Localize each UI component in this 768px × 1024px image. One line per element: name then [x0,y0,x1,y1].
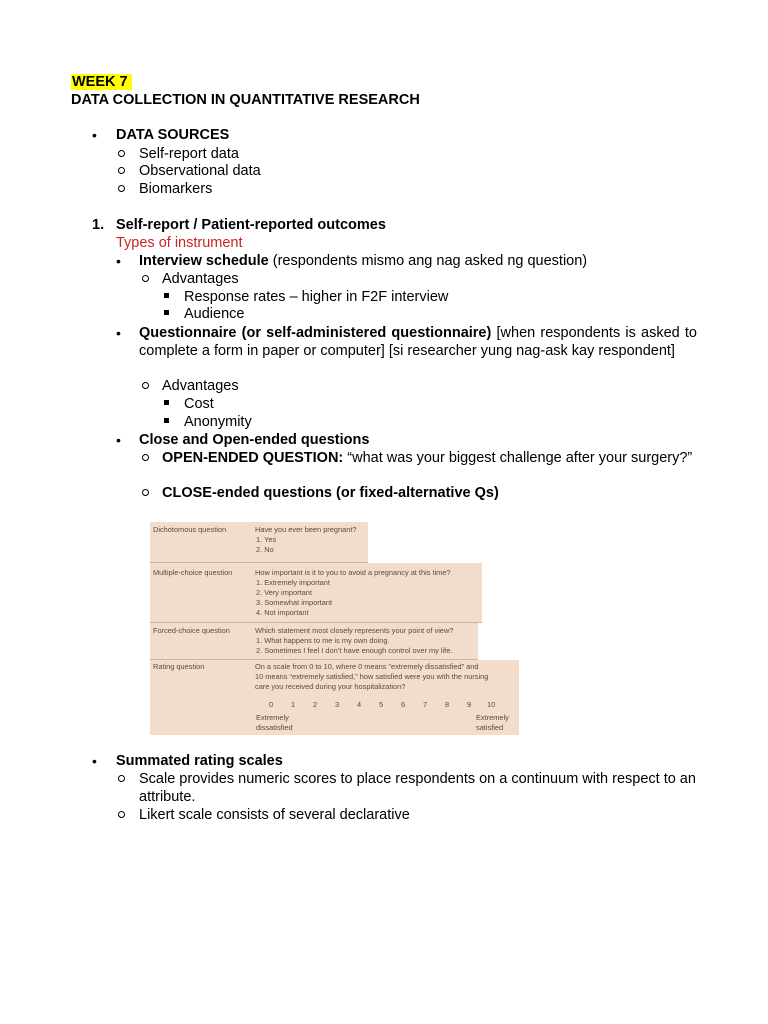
figure-row-question: How important is it to you to avoid a pregnancy at this time? [255,568,451,577]
scale-point: 8 [445,700,450,709]
advantage-item: Audience [184,306,245,322]
figure-option: 4. Not important [256,608,309,617]
scale-right-label: Extremely [476,713,509,722]
figure-option: 3. Somewhat important [256,598,332,607]
figure-row-question: Which statement most closely represents your point of view? [255,626,454,635]
open-ended-text: “what was your biggest challenge after your surgery?” [343,450,693,466]
summated-label: Summated rating scales [116,753,283,769]
bullet-dot: • [92,127,97,143]
interview-note: (respondents mismo ang nag asked ng question) [268,253,588,269]
bullet-circle [142,454,149,461]
bullet-dot: • [92,753,97,769]
figure-row-type: Multiple-choice question [153,568,233,577]
bullet-circle [142,275,149,282]
open-ended-item [162,450,697,468]
advantage-item: Cost [184,396,214,412]
scale-point: 0 [269,700,274,709]
bullet-square [164,400,169,405]
figure-row-question: Have you ever been pregnant? [255,525,357,534]
figure-option: 1. Yes [256,535,277,544]
section-title: Self-report / Patient-reported outcomes [116,217,386,233]
data-sources-label: DATA SOURCES [116,127,230,143]
bullet-circle [142,489,149,496]
advantage-item: Response rates – higher in F2F interview [184,289,449,305]
bullet-square [164,418,169,423]
bullet-circle [118,811,125,818]
questionnaire-label: Questionnaire (or self-administered questionnaire) [139,325,492,341]
figure-option: 2. No [256,545,274,554]
questionnaire-note: [when respondents is asked to complete a form in paper or computer] [si researcher yung nag-ask kay respondent] [139,325,697,359]
scale-left-label: dissatisfied [256,723,293,732]
figure-row-question-line: On a scale from 0 to 10, where 0 means “extremely dissatisfied” and [255,662,479,671]
section-number: 1. [92,217,105,233]
summated-item: Likert scale consists of several declarative [139,807,410,823]
scale-point: 4 [357,700,362,709]
scale-point: 2 [313,700,318,709]
scale-point: 6 [401,700,406,709]
close-open-label: Close and Open-ended questions [139,432,370,448]
bullet-circle [142,382,149,389]
advantage-item: Anonymity [184,414,252,430]
figure-option: 2. Very important [256,588,312,597]
advantages-label: Advantages [162,378,239,394]
figure-option: 1. What happens to me is my own doing. [256,636,390,645]
bullet-dot: • [116,432,121,448]
interview-item [139,253,587,270]
question-types-figure [150,522,519,735]
scale-point: 7 [423,700,428,709]
scale-point: 1 [291,700,296,709]
data-source-item: Self-report data [139,146,239,162]
data-source-item: Observational data [139,163,261,179]
advantages-label: Advantages [162,271,239,287]
figure-row-type: Rating question [153,662,205,671]
summated-item: Scale provides numeric scores to place respondents on a continuum with respect to an attribute. [139,771,696,805]
bullet-circle [118,775,125,782]
scale-point: 9 [467,700,472,709]
scale-point: 5 [379,700,384,709]
scale-left-label: Extremely [256,713,289,722]
interview-label: Interview schedule [139,253,269,269]
section-subtitle: Types of instrument [116,235,243,251]
data-source-item: Biomarkers [139,181,213,197]
bullet-circle [118,185,125,192]
scale-point: 10 [487,700,496,709]
questionnaire-item [139,325,697,360]
bullet-circle [118,167,125,174]
bullet-square [164,293,169,298]
bullet-dot: • [116,325,121,341]
bullet-circle [118,150,125,157]
week-label: WEEK 7 [71,74,132,91]
figure-option: 2. Sometimes I feel I don’t have enough control over my life. [256,646,453,655]
figure-option: 1. Extremely important [256,578,330,587]
open-ended-label: OPEN-ENDED QUESTION: [162,450,344,466]
figure-row-question-line: care you received during your hospitalization? [255,682,406,691]
bullet-dot: • [116,253,121,269]
figure-row-type: Dichotomous question [153,525,227,534]
scale-right-label: satisfied [476,723,504,732]
figure-row-question-line: 10 means “extremely satisfied,” how satisfied were you with the nursing [255,672,489,681]
document-title: DATA COLLECTION IN QUANTITATIVE RESEARCH [71,92,420,108]
scale-point: 3 [335,700,340,709]
figure-row-type: Forced-choice question [153,626,230,635]
closed-ended-label: CLOSE-ended questions (or fixed-alternative Qs) [162,485,499,501]
bullet-square [164,310,169,315]
